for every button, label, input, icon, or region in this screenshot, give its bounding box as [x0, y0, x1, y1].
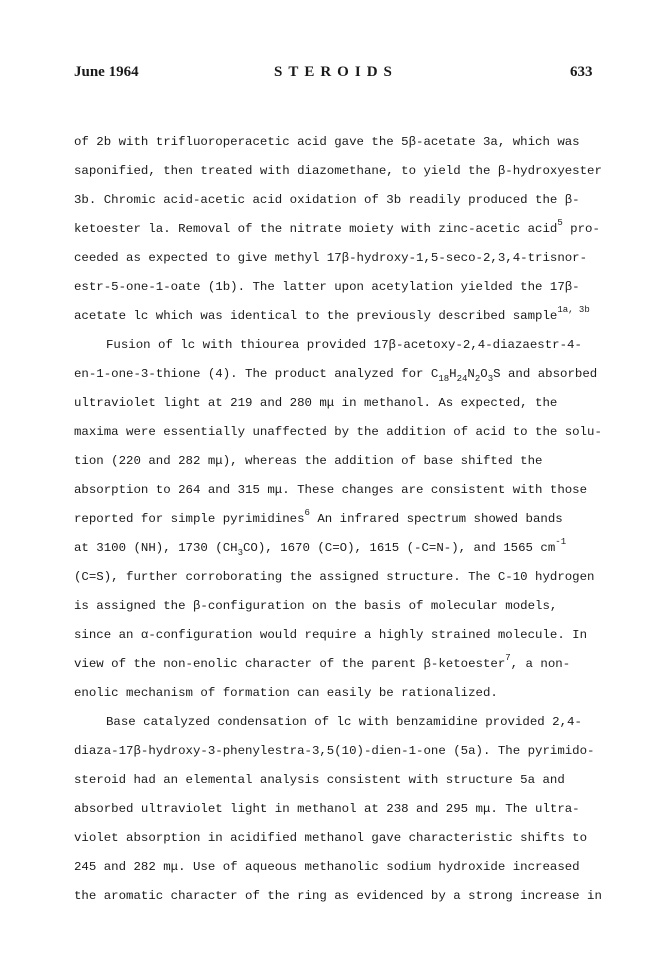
text-run: enolic mechanism of formation can easily be rationalized. [74, 686, 498, 700]
text-run: CO), 1670 (C=O), 1615 (-C=N-), and 1565 cm [243, 541, 556, 555]
text-run: , a non- [510, 657, 571, 671]
text-run: N [467, 367, 475, 381]
text-run: ketoester la. Removal of the nitrate moiety with zinc-acetic acid [74, 222, 558, 236]
text-line [74, 302, 614, 331]
superscript: 1a, 3b [557, 305, 590, 315]
text-line [74, 795, 614, 824]
text-run: since an α-configuration would require a highly strained molecule. In [74, 628, 588, 642]
running-header [0, 64, 672, 86]
text-line [74, 273, 614, 302]
text-run: absorption to 264 and 315 mμ. These changes are consistent with those [74, 483, 588, 497]
superscript: -1 [555, 537, 567, 547]
text-run: tion (220 and 282 mμ), whereas the addition of base shifted the [74, 454, 543, 468]
text-run: Fusion of lc with thiourea provided 17β-acetoxy-2,4-diazaestr-4- [106, 338, 582, 352]
text-line [74, 592, 614, 621]
text-line [74, 563, 614, 592]
text-run: the aromatic character of the ring as evidenced by a strong increase in [74, 889, 602, 903]
text-run: (C=S), further corroborating the assigned structure. The C-10 hydrogen [74, 570, 595, 584]
text-line [74, 824, 614, 853]
text-line [74, 766, 614, 795]
subscript: 3 [237, 548, 243, 558]
text-run: H [449, 367, 457, 381]
text-run: pro- [562, 222, 600, 236]
text-line [74, 534, 614, 563]
text-run: estr-5-one-1-oate (1b). The latter upon acetylation yielded the 17β- [74, 280, 580, 294]
text-run: saponified, then treated with diazomethane, to yield the β-hydroxyester [74, 164, 602, 178]
text-line [74, 157, 614, 186]
text-run: ceeded as expected to give methyl 17β-hydroxy-1,5-seco-2,3,4-trisnor- [74, 251, 588, 265]
text-run: en-1-one-3-thione (4). The product analyzed for C [74, 367, 439, 381]
header-page-number: 633 [570, 64, 593, 80]
subscript: 24 [456, 374, 468, 384]
text-line [74, 737, 614, 766]
text-line [74, 331, 614, 360]
text-run: An infrared spectrum showed bands [309, 512, 563, 526]
text-run: maxima were essentially unaffected by the addition of acid to the solu- [74, 425, 602, 439]
text-run: ultraviolet light at 219 and 280 mμ in methanol. As expected, the [74, 396, 558, 410]
superscript: 6 [304, 508, 310, 518]
text-line [74, 650, 614, 679]
subscript: 2 [474, 374, 481, 384]
text-line [74, 244, 614, 273]
text-run: steroid had an elemental analysis consistent with structure 5a and [74, 773, 565, 787]
text-run: reported for simple pyrimidines [74, 512, 305, 526]
text-line [74, 447, 614, 476]
superscript: 7 [505, 653, 511, 663]
text-line [74, 882, 614, 911]
text-run: 245 and 282 mμ. Use of aqueous methanolic sodium hydroxide increased [74, 860, 580, 874]
text-run: is assigned the β-configuration on the basis of molecular models, [74, 599, 558, 613]
header-journal-title: STEROIDS [274, 64, 398, 80]
text-run: at 3100 (NH), 1730 (CH [74, 541, 238, 555]
text-run: violet absorption in acidified methanol gave characteristic shifts to [74, 831, 588, 845]
text-run: view of the non-enolic character of the parent β-ketoester [74, 657, 506, 671]
text-line [74, 621, 614, 650]
text-run: S and absorbed [493, 367, 598, 381]
text-line [74, 215, 614, 244]
text-line [74, 389, 614, 418]
text-line [74, 128, 614, 157]
body-text [74, 128, 614, 911]
text-run: diaza-17β-hydroxy-3-phenylestra-3,5(10)-dien-1-one (5a). The pyrimido- [74, 744, 595, 758]
text-line [74, 679, 614, 708]
text-run: of 2b with trifluoroperacetic acid gave the 5β-acetate 3a, which was [74, 135, 580, 149]
text-run: O [480, 367, 488, 381]
subscript: 18 [438, 374, 450, 384]
text-run: acetate lc which was identical to the previously described sample [74, 309, 558, 323]
text-line [74, 505, 614, 534]
text-line [74, 708, 614, 737]
text-line [74, 476, 614, 505]
subscript: 3 [487, 374, 494, 384]
text-run: 3b. Chromic acid-acetic acid oxidation of 3b readily produced the β- [74, 193, 580, 207]
text-line [74, 186, 614, 215]
text-line [74, 360, 614, 389]
text-run: absorbed ultraviolet light in methanol at 238 and 295 mμ. The ultra- [74, 802, 580, 816]
text-run: Base catalyzed condensation of lc with benzamidine provided 2,4- [106, 715, 582, 729]
text-line [74, 418, 614, 447]
superscript: 5 [557, 218, 563, 228]
text-line [74, 853, 614, 882]
header-date: June 1964 [74, 64, 139, 80]
